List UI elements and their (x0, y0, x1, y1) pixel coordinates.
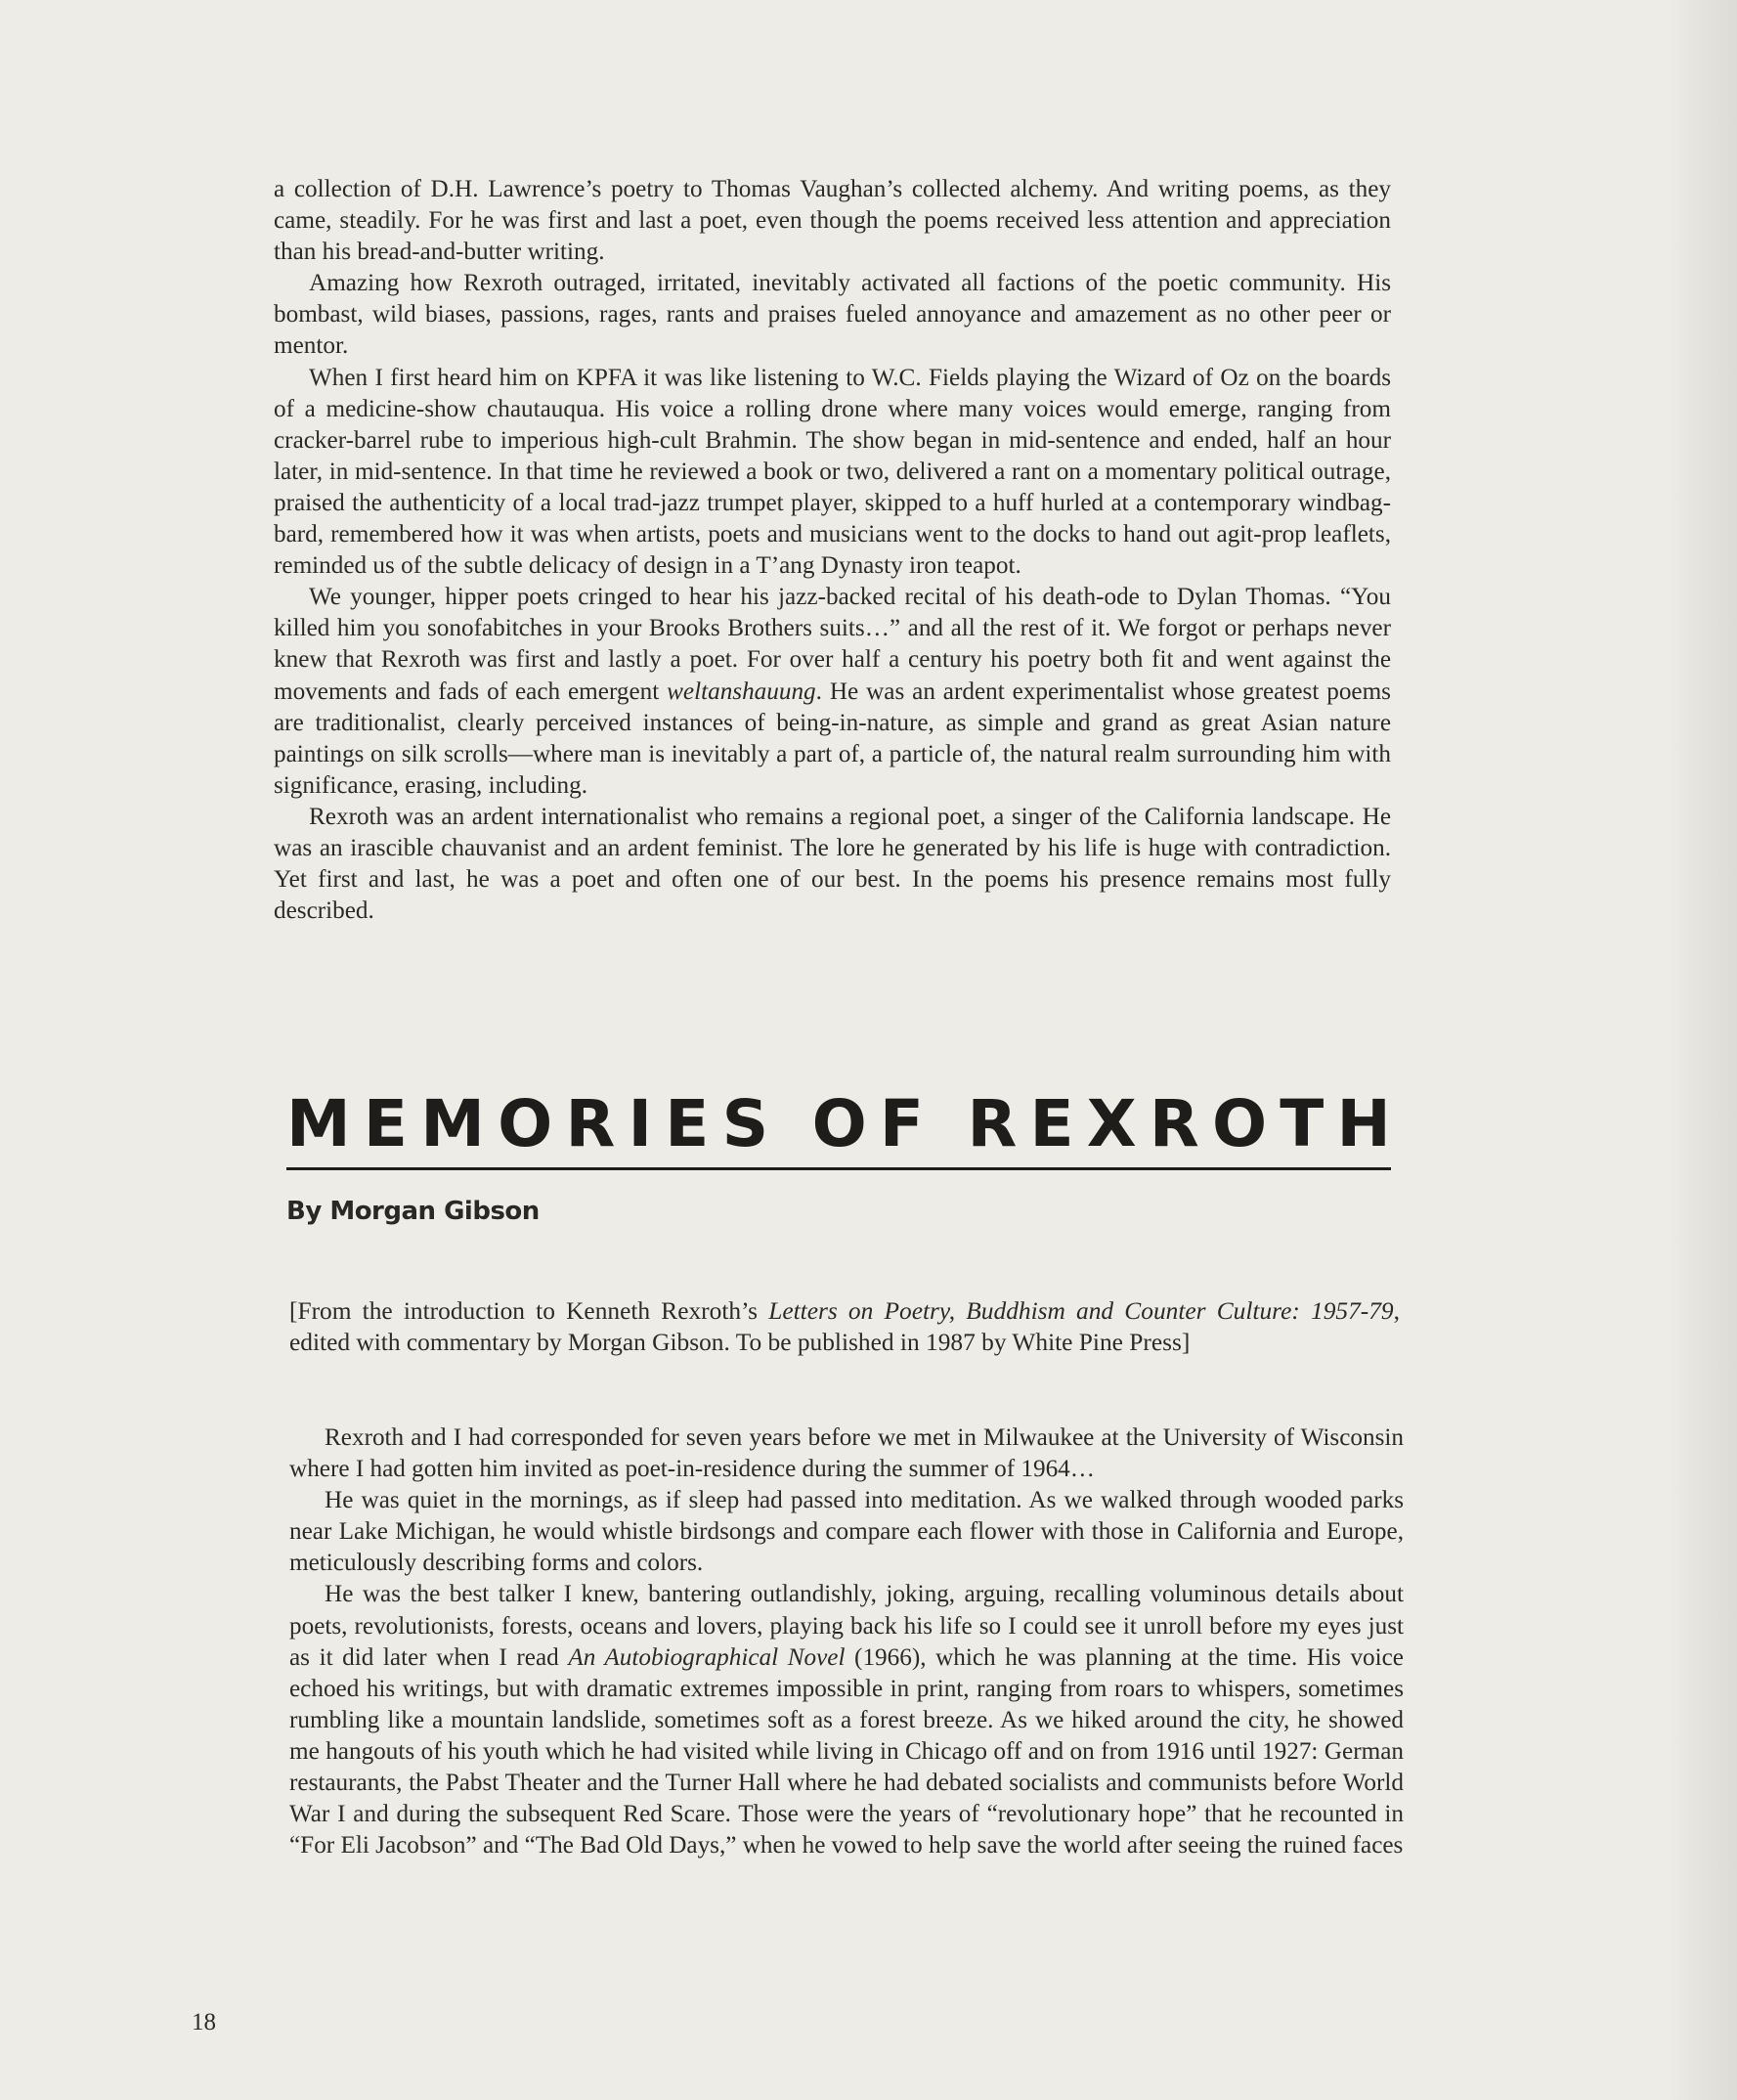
article-headline (286, 1085, 1391, 1170)
paragraph: Amazing how Rexroth outraged, irritated, inevitably activated all factions of the poetic community. His bombast, wild biases, passions, rages, rants and praises fueled annoyance and amazement as no other peer or mentor. (274, 270, 1391, 360)
headline-letter: R (1149, 1086, 1199, 1161)
headline-letter: T (1280, 1086, 1324, 1161)
headline-letter: R (565, 1086, 616, 1161)
top-article (274, 174, 1391, 927)
headline-letter: E (1029, 1086, 1074, 1161)
headline-letter: R (967, 1086, 1018, 1161)
page-gutter-shadow (1669, 0, 1737, 2100)
paragraph: [From the introduction to Kenneth Rexroth’s Letters on Poetry, Buddhism and Counter Culture: 1957-79, edited with commentary by Morgan Gibson. To be published in 1987 by White Pine Press] (289, 1297, 1400, 1357)
headline-letter: S (721, 1086, 769, 1161)
paragraph: Rexroth and I had corresponded for seven years before we met in Milwaukee at the University of Wisconsin where I had gotten him invited as poet-in-residence during the summer of 1964… (289, 1424, 1404, 1483)
headline-letter: E (363, 1086, 408, 1161)
headline-letter: O (498, 1086, 553, 1161)
headline-letter: O (1211, 1086, 1268, 1161)
headline-letter: E (665, 1086, 710, 1161)
page-number: 18 (192, 2009, 216, 2035)
paragraph: He was the best talker I knew, bantering outlandishly, joking, arguing, recalling voluminous details about poets, revolutionists, forests, oceans and lovers, playing back his life so I could see it unroll before my eyes just as it did later when I read An Autobiographical Novel (1966), which he was planning at the time. His voice echoed his writings, but with dramatic extremes impossible in print, ranging from roars to whispers, sometimes rumbling like a mountain landslide, sometimes soft as a forest breeze. As we hiked around the city, he showed me hangouts of his youth which he had visited while living in Chicago off and on from 1916 until 1927: German restaurants, the Pabst Theater and the Turner Hall where he had debated socialists and communists before World War I and during the subsequent Red Scare. Those were the years of “revolutionary hope” that he recounted in “For Eli Jacobson” and “The Bad Old Days,” when he vowed to help save the world after seeing the ruined faces (289, 1581, 1404, 1859)
paragraph: When I first heard him on KPFA it was like listening to W.C. Fields playing the Wizard of Oz on the boards of a medicine-show chautauqua. His voice a rolling drone where many voices would emerge, ranging from cracker-barrel rube to imperious high-cult Brahmin. The show began in mid-sentence and ended, half an hour later, in mid-sentence. In that time he reviewed a book or two, delivered a rant on a momentary political outrage, praised the authenticity of a local trad-jazz trumpet player, skipped to a huff hurled at a contemporary windbag-bard, remembered how it was when artists, poets and musicians went to the docks to hand out agit-prop leaflets, reminded us of the subtle delicacy of design in a T’ang Dynasty iron teapot. (274, 364, 1391, 580)
headline-space (781, 1085, 799, 1163)
paragraph: We younger, hipper poets cringed to hear his jazz-backed recital of his death-ode to Dylan Thomas. “You killed him you sonofabitches in your Brooks Brothers suits…” and all the rest of it. We forgot or perhaps never knew that Rexroth was first and lastly a poet. For over half a century his poetry both fit and went against the movements and fads of each emergent weltanshauung. He was an ardent experimentalist whose greatest poems are traditionalist, clearly perceived instances of being-in-nature, as simple and grand as great Asian nature paintings on silk scrolls—where man is inevitably a part of, a particle of, the natural realm surrounding him with significance, erasing, including. (274, 584, 1391, 799)
headline-letter: H (1336, 1086, 1391, 1161)
paragraph: He was quiet in the mornings, as if sleep had passed into meditation. As we walked through wooded parks near Lake Michigan, he would whistle birdsongs and compare each flower with those in California and Europe, meticulously describing forms and colors. (289, 1487, 1404, 1577)
paragraph: a collection of D.H. Lawrence’s poetry to Thomas Vaughan’s collected alchemy. And writing poems, as they came, steadily. For he was first and last a poet, even though the poems received less attention and appreciation than his bread-and-butter writing. (274, 176, 1391, 266)
headline-letter: M (420, 1086, 485, 1161)
headline-letter: F (879, 1086, 924, 1161)
headline-letter: X (1086, 1086, 1137, 1161)
intro-note (289, 1295, 1400, 1358)
byline: By Morgan Gibson (286, 1197, 540, 1226)
paragraph: Rexroth was an ardent internationalist who remains a regional poet, a singer of the California landscape. He was an irascible chauvanist and an ardent feminist. The lore he generated by his life is huge with contradiction. Yet first and last, he was a poet and often one of our best. In the poems his presence remains most fully described. (274, 803, 1391, 925)
headline-space (936, 1085, 954, 1163)
headline-letter: O (811, 1086, 867, 1161)
body-article (289, 1422, 1404, 1861)
headline-letter: M (286, 1086, 351, 1161)
headline-letter: I (628, 1086, 653, 1161)
